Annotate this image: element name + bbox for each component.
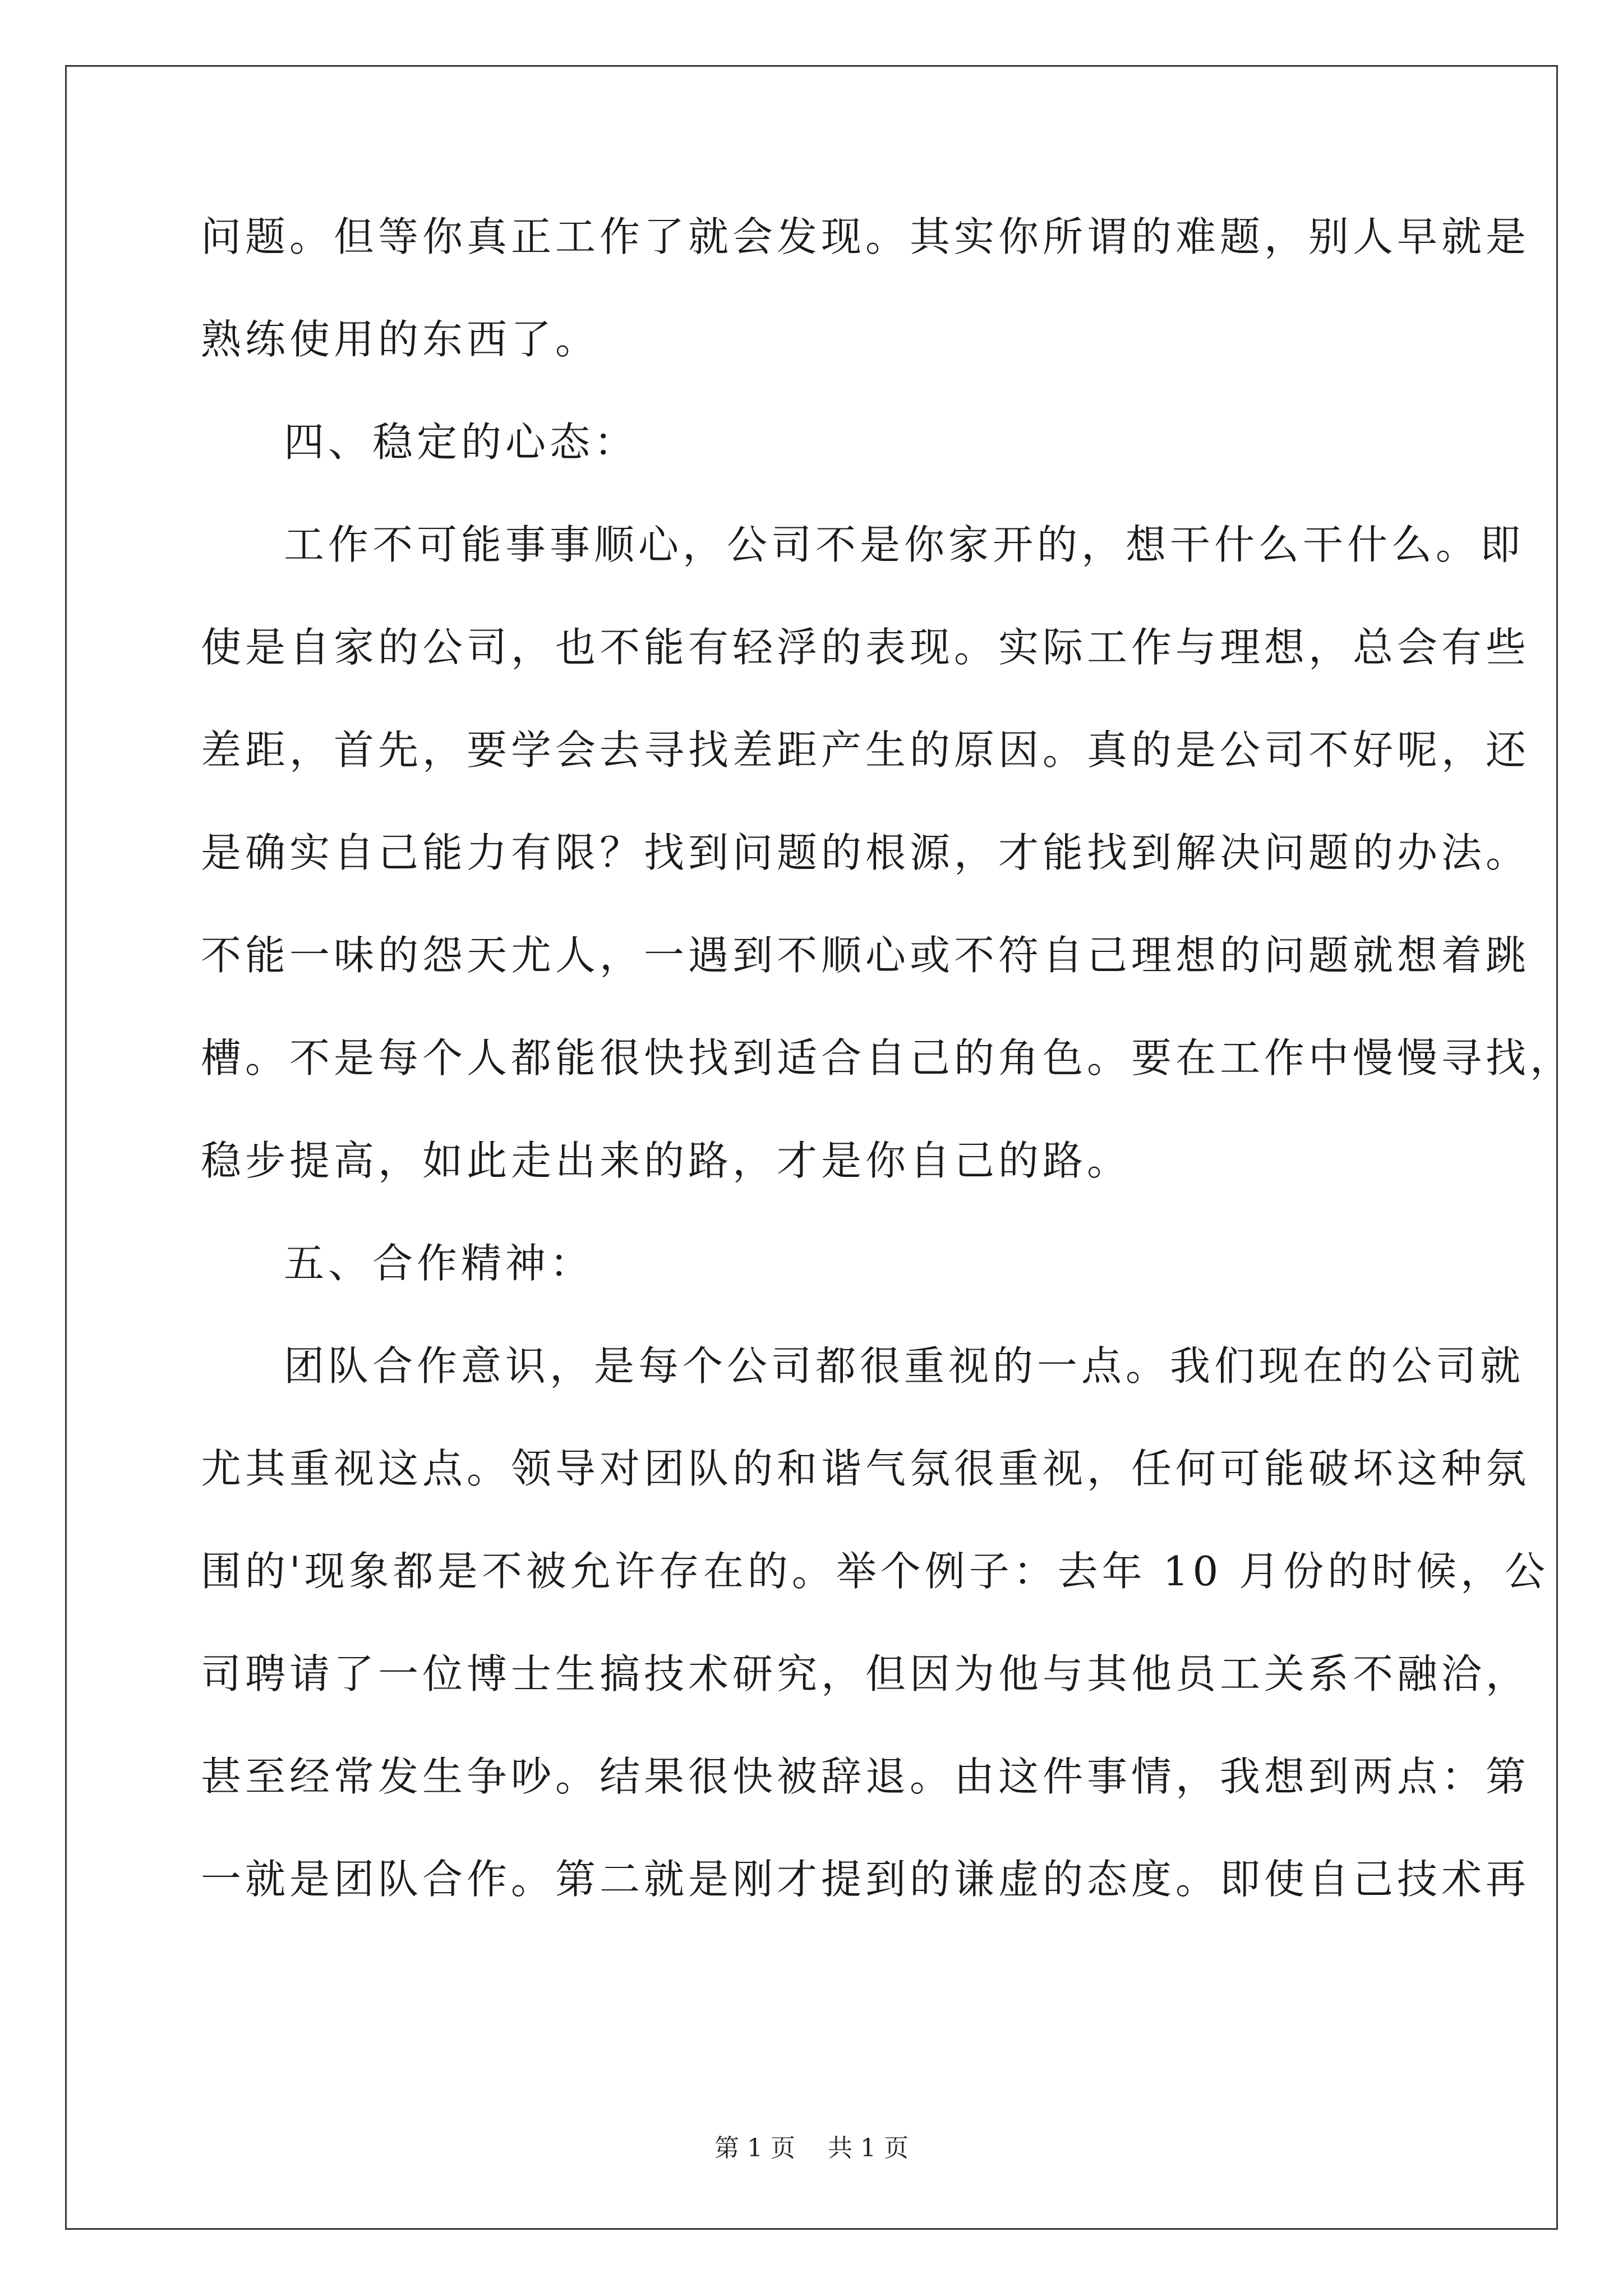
page-number-total: 共 1 页 [828,2134,909,2162]
text-line: 甚至经常发生争吵。结果很快被辞退。由这件事情，我想到两点：第 [201,1753,1530,1800]
text-line: 围的'现象都是不被允许存在的。举个例子：去年 10 月份的时候，公 [201,1548,1550,1595]
text-line: 一就是团队合作。第二就是刚才提到的谦虚的态度。即使自己技术再 [201,1856,1530,1903]
text-line: 工作不可能事事顺心，公司不是你家开的，想干什么干什么。即 [284,521,1525,568]
page-footer [0,2132,1623,2165]
text-line: 团队合作意识，是每个公司都很重视的一点。我们现在的公司就 [284,1342,1525,1389]
text-line: 问题。但等你真正工作了就会发现。其实你所谓的难题，别人早就是 [201,213,1530,260]
text-line: 司聘请了一位博士生搞技术研究，但因为他与其他员工关系不融洽， [201,1650,1530,1697]
text-line: 是确实自己能力有限？找到问题的根源，才能找到解决问题的办法。 [201,829,1530,876]
text-line: 熟练使用的东西了。 [201,316,600,363]
page-number-current: 第 1 页 [714,2134,795,2162]
section-heading-cooperation: 五、合作精神： [284,1240,594,1287]
text-line: 不能一味的怨天尤人，一遇到不顺心或不符自己理想的问题就想着跳 [201,932,1530,979]
text-line: 稳步提高，如此走出来的路，才是你自己的路。 [201,1137,1132,1184]
text-line: 槽。不是每个人都能很快找到适合自己的角色。要在工作中慢慢寻找， [201,1034,1575,1082]
text-line: 差距，首先，要学会去寻找差距产生的原因。真的是公司不好呢，还 [201,726,1530,774]
text-line: 尤其重视这点。领导对团队的和谐气氛很重视，任何可能破坏这种氛 [201,1445,1530,1492]
section-heading-stable-mindset: 四、稳定的心态： [284,418,639,466]
text-line: 使是自家的公司，也不能有轻浮的表现。实际工作与理想，总会有些 [201,624,1530,671]
